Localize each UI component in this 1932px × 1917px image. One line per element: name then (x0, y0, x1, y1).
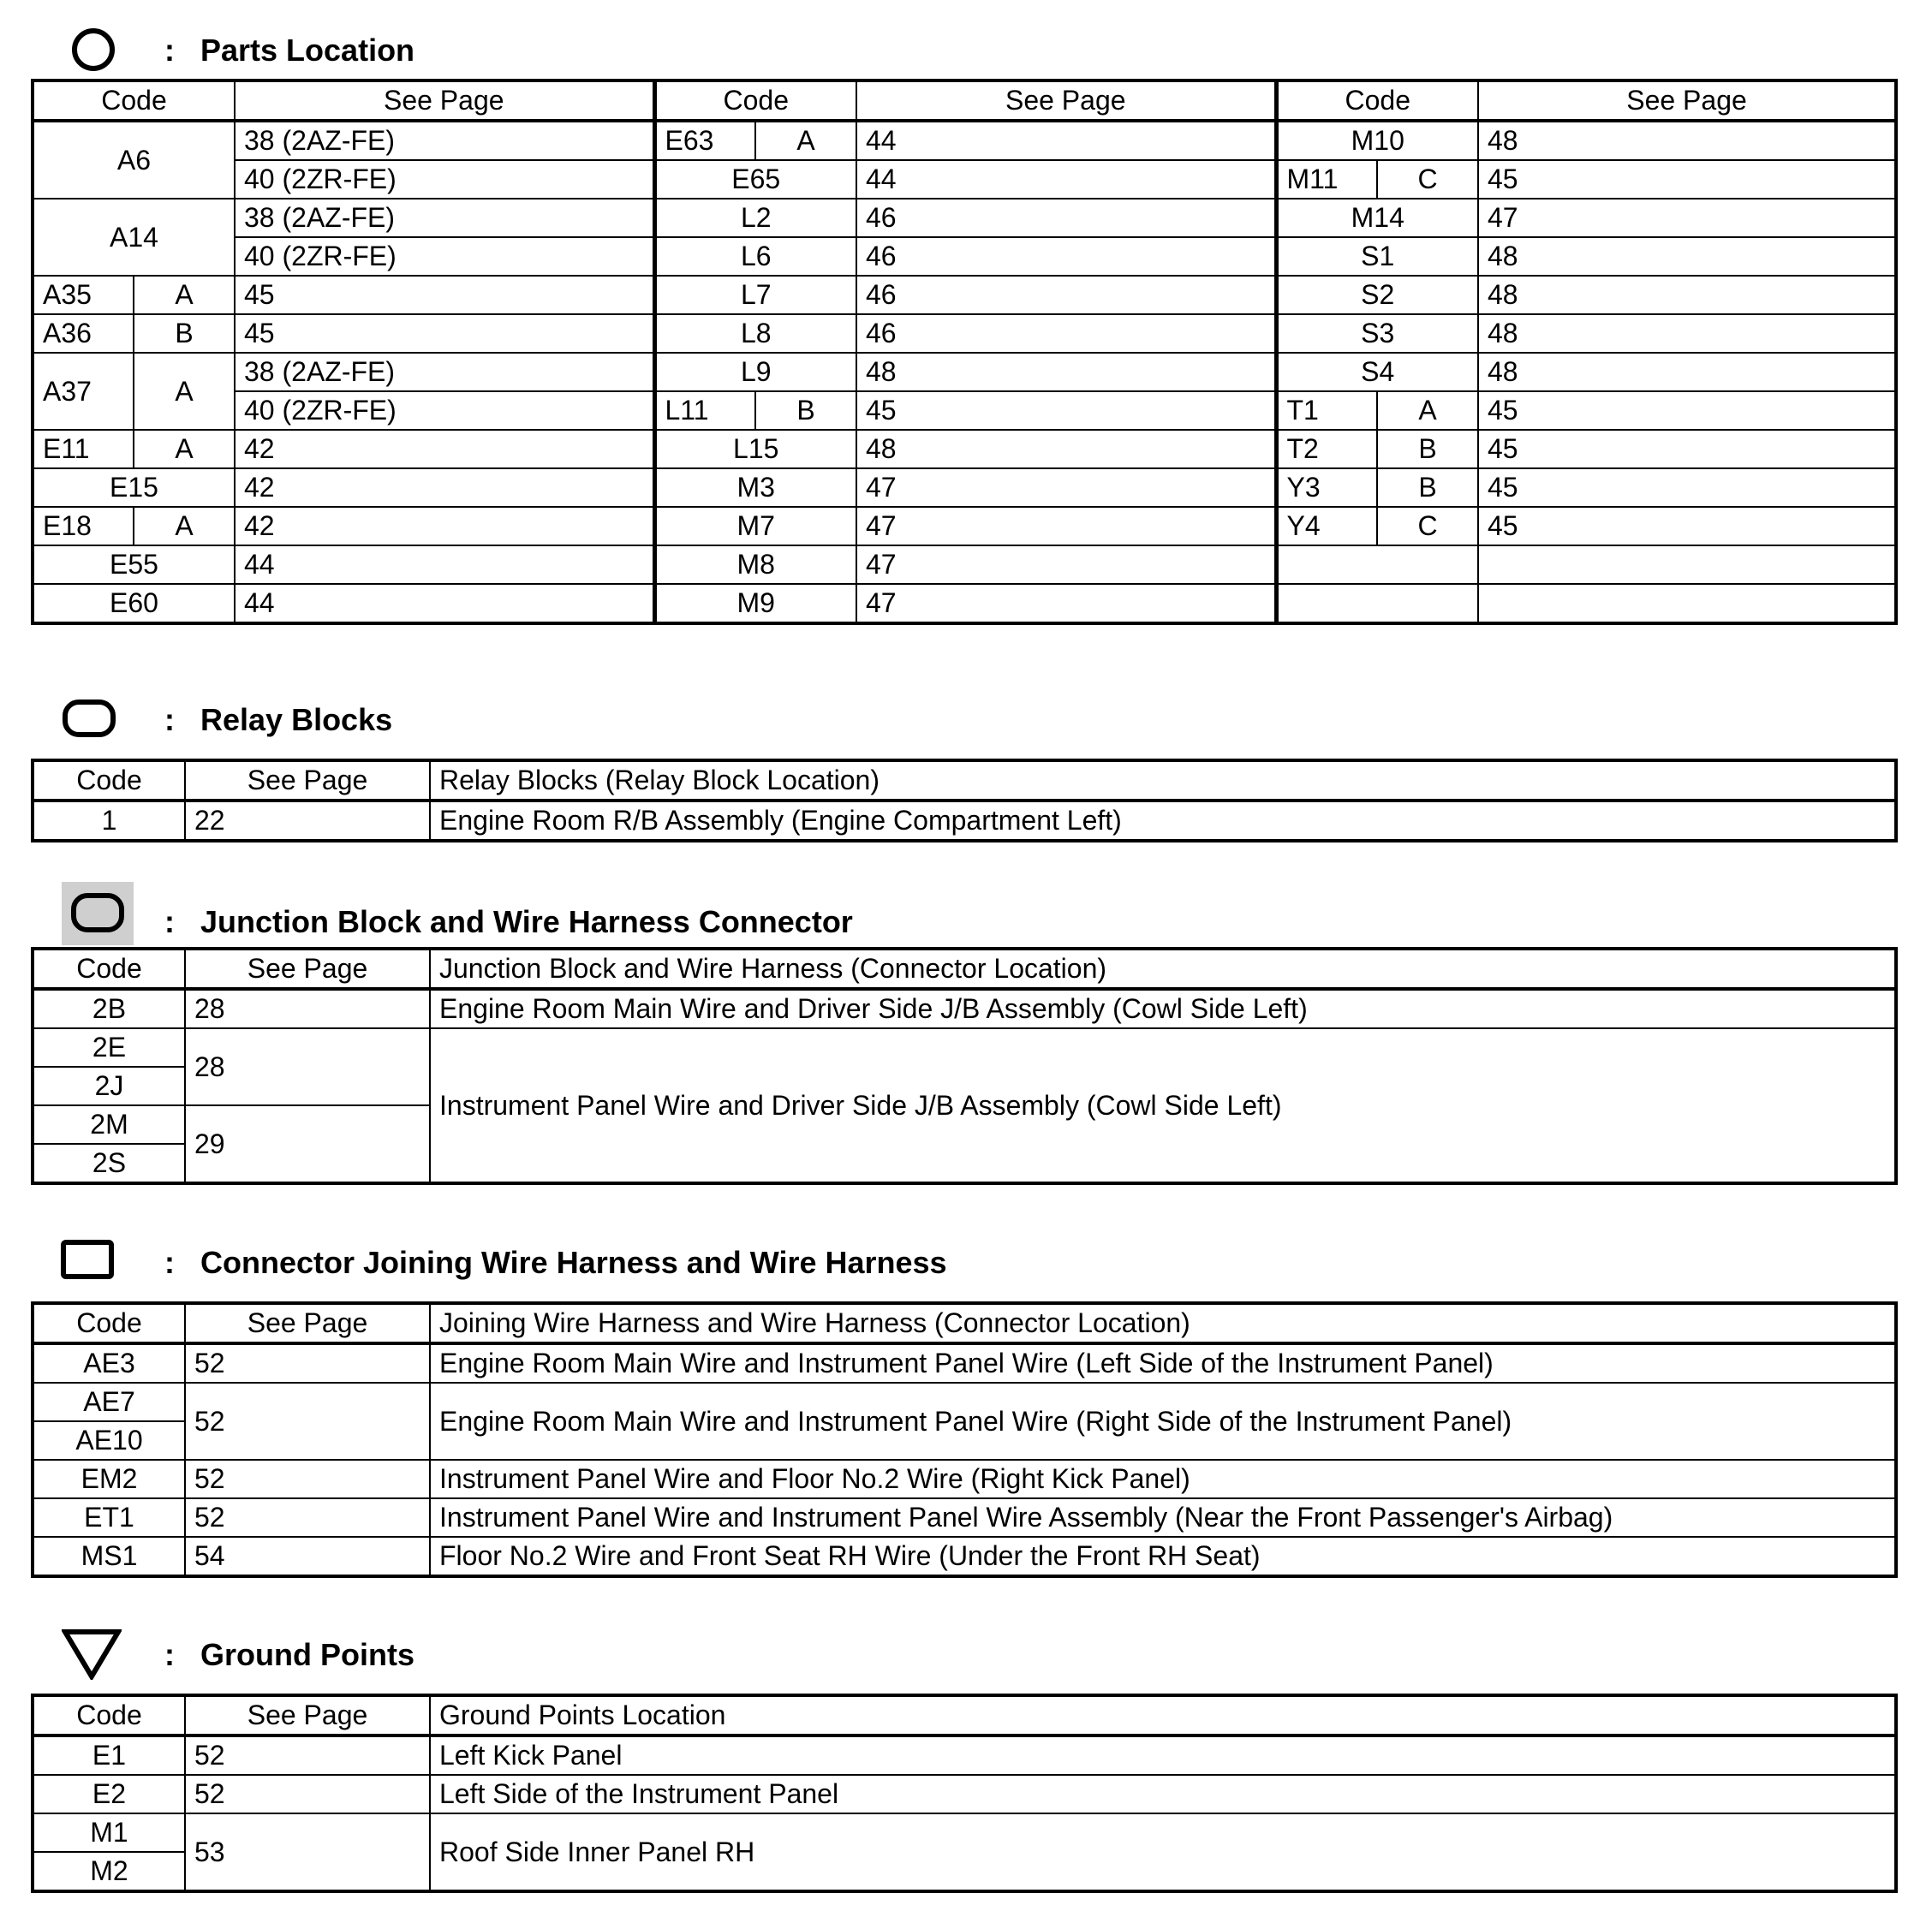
code-cell: S4 (1276, 353, 1478, 391)
column-header-see-page: See Page (185, 949, 430, 989)
code-cell: M11 (1276, 160, 1377, 199)
junction-block-title: Junction Block and Wire Harness Connector (200, 904, 853, 939)
code-cell: A35 (33, 276, 134, 314)
ground-points-heading: : Ground Points (31, 1628, 1894, 1680)
code-cell: 2M (33, 1105, 185, 1144)
description-cell: Engine Room R/B Assembly (Engine Compartment Left) (430, 801, 1896, 841)
code-cell: M1 (33, 1813, 185, 1852)
see-page-cell: 38 (2AZ-FE) (235, 121, 654, 160)
code-cell: T1 (1276, 391, 1377, 430)
see-page-cell: 45 (1478, 160, 1896, 199)
column-header-description: Ground Points Location (430, 1695, 1896, 1735)
description-cell: Engine Room Main Wire and Driver Side J/B Assembly (Cowl Side Left) (430, 989, 1896, 1028)
code-cell: S2 (1276, 276, 1478, 314)
see-page-cell: 48 (1478, 237, 1896, 276)
code-cell (1276, 584, 1478, 623)
code-cell: E2 (33, 1775, 185, 1813)
column-header-see-page: See Page (185, 1695, 430, 1735)
code-sub-cell: A (134, 353, 235, 430)
ground-points-section (31, 1628, 1894, 1886)
code-cell: 2B (33, 989, 185, 1028)
table-row (33, 314, 1896, 353)
code-cell: E18 (33, 507, 134, 545)
description-cell: Instrument Panel Wire and Floor No.2 Wire (Right Kick Panel) (430, 1460, 1896, 1498)
code-cell: M8 (654, 545, 856, 584)
code-cell: S1 (1276, 237, 1478, 276)
column-header-see-page: See Page (235, 80, 654, 121)
column-header-code: Code (1276, 80, 1478, 121)
see-page-cell: 52 (185, 1775, 430, 1813)
see-page-cell: 45 (1478, 468, 1896, 507)
code-cell: T2 (1276, 430, 1377, 468)
code-sub-cell: C (1377, 507, 1478, 545)
rounded-rect-symbol-icon (62, 699, 116, 740)
circle-symbol-icon (70, 27, 116, 73)
code-cell: E65 (654, 160, 856, 199)
table-row (33, 989, 1896, 1028)
see-page-cell: 46 (856, 199, 1276, 237)
see-page-cell: 45 (1478, 391, 1896, 430)
see-page-cell: 48 (1478, 314, 1896, 353)
code-sub-cell: B (1377, 430, 1478, 468)
see-page-cell: 28 (185, 1028, 430, 1105)
see-page-cell: 42 (235, 430, 654, 468)
code-cell: E55 (33, 545, 235, 584)
code-sub-cell: B (755, 391, 856, 430)
table-row (33, 507, 1896, 545)
table-row (33, 276, 1896, 314)
code-cell: E63 (654, 121, 755, 160)
see-page-cell: 38 (2AZ-FE) (235, 353, 654, 391)
connector-joining-title: Connector Joining Wire Harness and Wire Harness (200, 1245, 947, 1280)
table-row (33, 468, 1896, 507)
code-cell: L9 (654, 353, 856, 391)
column-header-see-page: See Page (856, 80, 1276, 121)
see-page-cell: 47 (856, 584, 1276, 623)
description-cell: Instrument Panel Wire and Instrument Panel Wire Assembly (Near the Front Passenger's Airbag) (430, 1498, 1896, 1537)
column-header-code: Code (33, 1695, 185, 1735)
table-row (33, 1343, 1896, 1383)
column-header-code: Code (654, 80, 856, 121)
code-cell: M3 (654, 468, 856, 507)
table-row (33, 353, 1896, 391)
see-page-cell: 45 (235, 314, 654, 353)
see-page-cell: 46 (856, 314, 1276, 353)
see-page-cell: 45 (856, 391, 1276, 430)
column-header-see-page: See Page (185, 1303, 430, 1343)
triangle-symbol-icon (62, 1628, 122, 1680)
parts-location-section (31, 24, 1894, 618)
see-page-cell: 42 (235, 507, 654, 545)
connector-joining-section (31, 1236, 1894, 1571)
code-cell: 1 (33, 801, 185, 841)
see-page-cell: 44 (856, 121, 1276, 160)
table-row (33, 1537, 1896, 1576)
code-sub-cell: C (1377, 160, 1478, 199)
see-page-cell (1478, 545, 1896, 584)
table-row (33, 545, 1896, 584)
table-header-row (33, 80, 1896, 121)
code-cell: L11 (654, 391, 755, 430)
code-sub-cell: A (134, 430, 235, 468)
table-header-row (33, 760, 1896, 801)
column-header-see-page: See Page (1478, 80, 1896, 121)
see-page-cell: 44 (856, 160, 1276, 199)
table-row (33, 1028, 1896, 1067)
see-page-cell: 48 (1478, 276, 1896, 314)
code-cell: 2E (33, 1028, 185, 1067)
relay-blocks-table (31, 759, 1898, 842)
table-row (33, 160, 1896, 199)
code-cell: A36 (33, 314, 134, 353)
column-header-description: Joining Wire Harness and Wire Harness (Connector Location) (430, 1303, 1896, 1343)
see-page-cell: 47 (856, 507, 1276, 545)
table-row (33, 584, 1896, 623)
code-cell: MS1 (33, 1537, 185, 1576)
code-cell: E60 (33, 584, 235, 623)
see-page-cell: 28 (185, 989, 430, 1028)
code-cell: Y4 (1276, 507, 1377, 545)
table-row (33, 391, 1896, 430)
table-row (33, 1775, 1896, 1813)
see-page-cell: 22 (185, 801, 430, 841)
code-cell: M14 (1276, 199, 1478, 237)
code-cell: A37 (33, 353, 134, 430)
see-page-cell: 46 (856, 276, 1276, 314)
table-row (33, 1383, 1896, 1421)
column-header-description: Relay Blocks (Relay Block Location) (430, 760, 1896, 801)
see-page-cell: 52 (185, 1383, 430, 1460)
see-page-cell: 45 (235, 276, 654, 314)
column-header-code: Code (33, 1303, 185, 1343)
table-row (33, 430, 1896, 468)
description-cell: Instrument Panel Wire and Driver Side J/B Assembly (Cowl Side Left) (430, 1028, 1896, 1183)
see-page-cell: 40 (2ZR-FE) (235, 391, 654, 430)
code-cell: A6 (33, 121, 235, 199)
relay-blocks-heading: : Relay Blocks (31, 694, 1894, 745)
see-page-cell: 54 (185, 1537, 430, 1576)
description-cell: Engine Room Main Wire and Instrument Panel Wire (Right Side of the Instrument Panel) (430, 1383, 1896, 1460)
code-cell: M10 (1276, 121, 1478, 160)
code-cell: M7 (654, 507, 856, 545)
code-cell: L15 (654, 430, 856, 468)
parts-location-title: Parts Location (200, 33, 415, 68)
code-sub-cell: A (1377, 391, 1478, 430)
table-row (33, 1735, 1896, 1775)
see-page-cell: 48 (1478, 353, 1896, 391)
code-cell: E1 (33, 1735, 185, 1775)
description-cell: Left Kick Panel (430, 1735, 1896, 1775)
see-page-cell: 44 (235, 545, 654, 584)
parts-location-heading: : Parts Location (31, 24, 1894, 75)
table-header-row (33, 949, 1896, 989)
code-cell: E15 (33, 468, 235, 507)
code-cell: ET1 (33, 1498, 185, 1537)
junction-block-table (31, 947, 1898, 1185)
see-page-cell: 52 (185, 1343, 430, 1383)
code-cell: M9 (654, 584, 856, 623)
column-header-description: Junction Block and Wire Harness (Connector Location) (430, 949, 1896, 989)
code-cell: AE10 (33, 1421, 185, 1460)
table-row (33, 121, 1896, 160)
table-row (33, 1460, 1896, 1498)
code-sub-cell: B (134, 314, 235, 353)
see-page-cell: 48 (1478, 121, 1896, 160)
table-header-row (33, 1695, 1896, 1735)
see-page-cell: 52 (185, 1460, 430, 1498)
column-header-code: Code (33, 760, 185, 801)
rectangle-symbol-icon (60, 1239, 116, 1282)
ground-points-title: Ground Points (200, 1637, 414, 1672)
column-header-code: Code (33, 949, 185, 989)
relay-blocks-title: Relay Blocks (200, 702, 393, 737)
code-cell: 2S (33, 1144, 185, 1183)
description-cell: Engine Room Main Wire and Instrument Panel Wire (Left Side of the Instrument Panel) (430, 1343, 1896, 1383)
table-row (33, 1498, 1896, 1537)
see-page-cell: 45 (1478, 507, 1896, 545)
table-row (33, 1813, 1896, 1852)
description-cell: Roof Side Inner Panel RH (430, 1813, 1896, 1891)
table-header-row (33, 1303, 1896, 1343)
code-cell: A14 (33, 199, 235, 276)
see-page-cell: 47 (856, 468, 1276, 507)
junction-block-section (31, 882, 1894, 1178)
description-cell: Floor No.2 Wire and Front Seat RH Wire (Under the Front RH Seat) (430, 1537, 1896, 1576)
see-page-cell: 52 (185, 1735, 430, 1775)
see-page-cell: 53 (185, 1813, 430, 1891)
relay-blocks-section (31, 694, 1894, 836)
code-cell: Y3 (1276, 468, 1377, 507)
see-page-cell: 42 (235, 468, 654, 507)
see-page-cell: 44 (235, 584, 654, 623)
table-row (33, 801, 1896, 841)
see-page-cell: 52 (185, 1498, 430, 1537)
junction-block-heading: : Junction Block and Wire Harness Connector (31, 882, 1894, 933)
see-page-cell: 48 (856, 353, 1276, 391)
code-sub-cell: A (134, 507, 235, 545)
see-page-cell: 46 (856, 237, 1276, 276)
table-row (33, 237, 1896, 276)
code-cell: AE7 (33, 1383, 185, 1421)
code-sub-cell: A (134, 276, 235, 314)
code-cell: L6 (654, 237, 856, 276)
column-header-see-page: See Page (185, 760, 430, 801)
code-cell: L7 (654, 276, 856, 314)
see-page-cell: 47 (1478, 199, 1896, 237)
see-page-cell: 38 (2AZ-FE) (235, 199, 654, 237)
code-cell: EM2 (33, 1460, 185, 1498)
table-row (33, 199, 1896, 237)
see-page-cell: 47 (856, 545, 1276, 584)
code-cell: AE3 (33, 1343, 185, 1383)
see-page-cell: 48 (856, 430, 1276, 468)
code-cell (1276, 545, 1478, 584)
code-cell: 2J (33, 1067, 185, 1105)
see-page-cell: 40 (2ZR-FE) (235, 237, 654, 276)
code-cell: S3 (1276, 314, 1478, 353)
code-sub-cell: B (1377, 468, 1478, 507)
connector-joining-heading: : Connector Joining Wire Harness and Wire Harness (31, 1236, 1894, 1288)
see-page-cell: 40 (2ZR-FE) (235, 160, 654, 199)
code-cell: M2 (33, 1852, 185, 1891)
see-page-cell (1478, 584, 1896, 623)
code-cell: E11 (33, 430, 134, 468)
parts-location-table (31, 79, 1898, 625)
connector-joining-table (31, 1301, 1898, 1578)
see-page-cell: 45 (1478, 430, 1896, 468)
see-page-cell: 29 (185, 1105, 430, 1183)
code-cell: L8 (654, 314, 856, 353)
column-header-code: Code (33, 80, 235, 121)
ground-points-table (31, 1694, 1898, 1893)
shaded-rounded-rect-symbol-icon (62, 882, 134, 945)
code-cell: L2 (654, 199, 856, 237)
description-cell: Left Side of the Instrument Panel (430, 1775, 1896, 1813)
code-sub-cell: A (755, 121, 856, 160)
